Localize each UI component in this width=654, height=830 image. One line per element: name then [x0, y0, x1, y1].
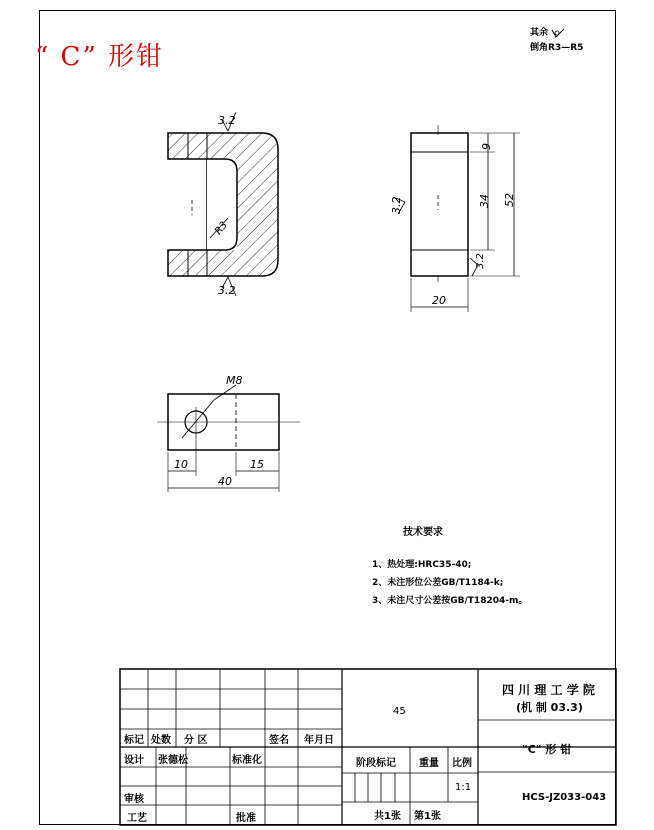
front-view-c-shape: [168, 133, 278, 276]
dim-20: 20: [432, 294, 446, 307]
dim-9: 9: [480, 143, 493, 150]
sheet-total: 共1张: [374, 811, 401, 822]
part-name: "C" 形 钳: [522, 743, 572, 756]
roughness-top-mark: [218, 112, 236, 131]
dim-15: 15: [250, 458, 264, 471]
tech-requirements-list: [372, 556, 527, 610]
sheet-number: 第1张: [414, 811, 441, 822]
scale-value: 1:1: [455, 782, 472, 793]
label-approve: 批准: [236, 813, 256, 824]
tech-requirement-item: 3、未注尺寸公差按GB/T18204-m。: [372, 596, 528, 606]
side-view: [396, 125, 520, 312]
side-roughness-1: 3.2: [390, 196, 403, 214]
class-name: (机 制 03.3): [516, 701, 583, 714]
dim-40: 40: [218, 475, 232, 488]
label-count: 处数: [151, 735, 171, 746]
thread-label: M8: [226, 374, 243, 387]
roughness-top-value: 3.2: [218, 114, 236, 127]
tech-requirements-heading: 技术要求: [403, 527, 443, 538]
dim-10: 10: [174, 458, 188, 471]
chamfer-note: 倒角R3—R5: [530, 43, 584, 53]
label-process: 工艺: [127, 813, 147, 824]
drawing-number: HCS-JZ033-043: [522, 792, 607, 803]
label-date: 年月日: [304, 735, 334, 746]
label-sign: 签名: [269, 735, 289, 746]
radius-label: R3: [213, 219, 231, 238]
label-design: 设计: [124, 755, 144, 766]
dim-34: 34: [478, 194, 491, 208]
label-review: 审核: [124, 794, 144, 805]
tech-requirement-item: 2、未注形位公差GB/T1184-k;: [372, 578, 504, 588]
label-zone: 分 区: [184, 735, 208, 746]
school-name: 四 川 理 工 学 院: [502, 683, 595, 697]
roughness-bottom-value: 3.2: [218, 284, 236, 297]
label-weight: 重量: [419, 758, 439, 769]
label-stage-mark: 阶段标记: [356, 758, 396, 769]
tech-requirement-item: 1、热处理:HRC35-40;: [372, 560, 472, 570]
side-roughness-2: 3.2: [475, 253, 486, 269]
designer-name: 张德松: [158, 755, 188, 766]
label-scale: 比例: [452, 758, 472, 769]
roughness-note-label: 其余: [530, 28, 549, 38]
drawing-title: “ C” 形钳: [35, 42, 165, 72]
material-value: 45: [393, 706, 406, 717]
dim-52: 52: [503, 193, 516, 207]
label-mark: 标记: [124, 735, 144, 746]
label-standardize: 标准化: [232, 755, 262, 766]
roughness-bottom-mark: [218, 277, 236, 297]
